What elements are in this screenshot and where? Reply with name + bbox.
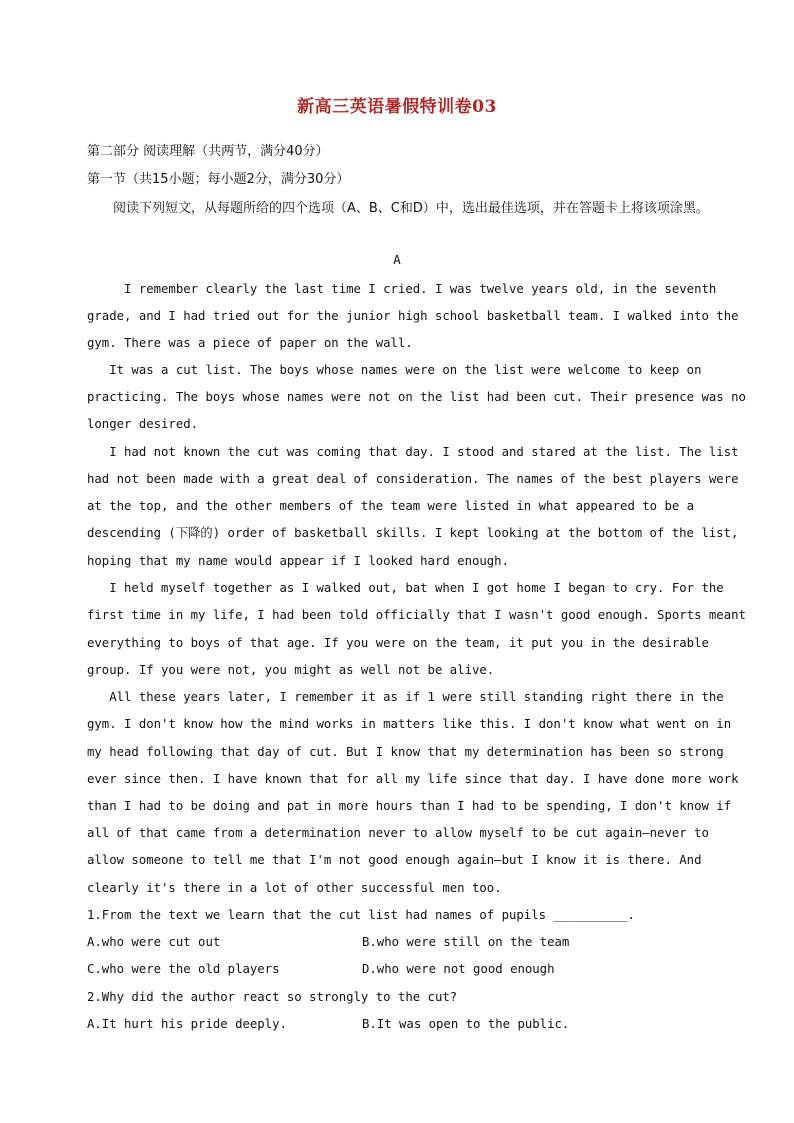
passage-line: all of that came from a determination never to allow myself to be cut again—never to — [87, 826, 709, 840]
passage-line: All these years later, I remember it as if 1 were still standing right there in the — [87, 690, 724, 704]
instructions: 阅读下列短文，从每题所给的四个选项（A、B、C和D）中，选出最佳选项，并在答题卡上将该项涂黑。 — [113, 201, 709, 216]
passage-line: gym. There was a piece of paper on the wall. — [87, 336, 413, 350]
passage-line: at the top, and the other members of the team were listed in what appeared to be a — [87, 499, 695, 513]
passage-line: everything to boys of that age. If you were on the team, it put you in the desirable — [87, 636, 709, 650]
question-stem: 1.From the text we learn that the cut list had names of pupils __________. — [87, 908, 635, 922]
passage-line: I remember clearly the last time I cried. I was twelve years old, in the seventh — [87, 282, 717, 296]
option-c: C.who were the old players — [87, 962, 280, 976]
subsection-heading: 第一节（共15小题；每小题2分，满分30分） — [87, 172, 350, 187]
option-d: D.who were not good enough — [362, 962, 555, 976]
passage-line: first time in my life, I had been told officially that I wasn't good enough. Sports meant — [87, 608, 746, 622]
option-b: B.who were still on the team — [362, 935, 570, 949]
passage-line: hoping that my name would appear if I looked hard enough. — [87, 554, 509, 568]
page-title: 新高三英语暑假特训卷03 — [297, 97, 497, 117]
section-heading: 第二部分 阅读理解（共两节，满分40分） — [87, 144, 329, 159]
passage-line: group. If you were not, you might as well not be alive. — [87, 663, 495, 677]
option-a: A.It hurt his pride deeply. — [87, 1017, 287, 1031]
question-stem: 2.Why did the author react so strongly to the cut? — [87, 990, 458, 1004]
passage-line: I had not known the cut was coming that day. I stood and stared at the list. The list — [87, 445, 739, 459]
passage-line: had not been made with a great deal of consideration. The names of the best players were — [87, 472, 739, 486]
passage-line: It was a cut list. The boys whose names were on the list were welcome to keep on — [87, 363, 702, 377]
passage-line: ever since then. I have known that for all my life since that day. I have done more work — [87, 772, 739, 786]
option-a: A.who were cut out — [87, 935, 221, 949]
passage-line: my head following that day of cut. But I know that my determination has been so strong — [87, 745, 724, 759]
passage-line: allow someone to tell me that I'm not good enough again—but I know it is there. And — [87, 853, 702, 867]
passage-line: I held myself together as I walked out, bat when I got home I began to cry. For the — [87, 581, 724, 595]
passage-line: longer desired. — [87, 417, 199, 431]
passage-line: descending (下降的) order of basketball skills. I kept looking at the bottom of the list, — [87, 526, 739, 540]
passage-line: grade, and I had tried out for the junior high school basketball team. I walked into the — [87, 309, 739, 323]
option-b: B.It was open to the public. — [362, 1017, 570, 1031]
passage-line: gym. I don't know how the mind works in matters like this. I don't know what went on in — [87, 717, 732, 731]
passage-line: practicing. The boys whose names were not on the list had been cut. Their presence was no — [87, 390, 746, 404]
passage-label: A — [393, 252, 401, 267]
passage-line: clearly it's there in a lot of other successful men too. — [87, 881, 502, 895]
passage-line: than I had to be doing and pat in more hours than I had to be spending, I don't know if — [87, 799, 732, 813]
